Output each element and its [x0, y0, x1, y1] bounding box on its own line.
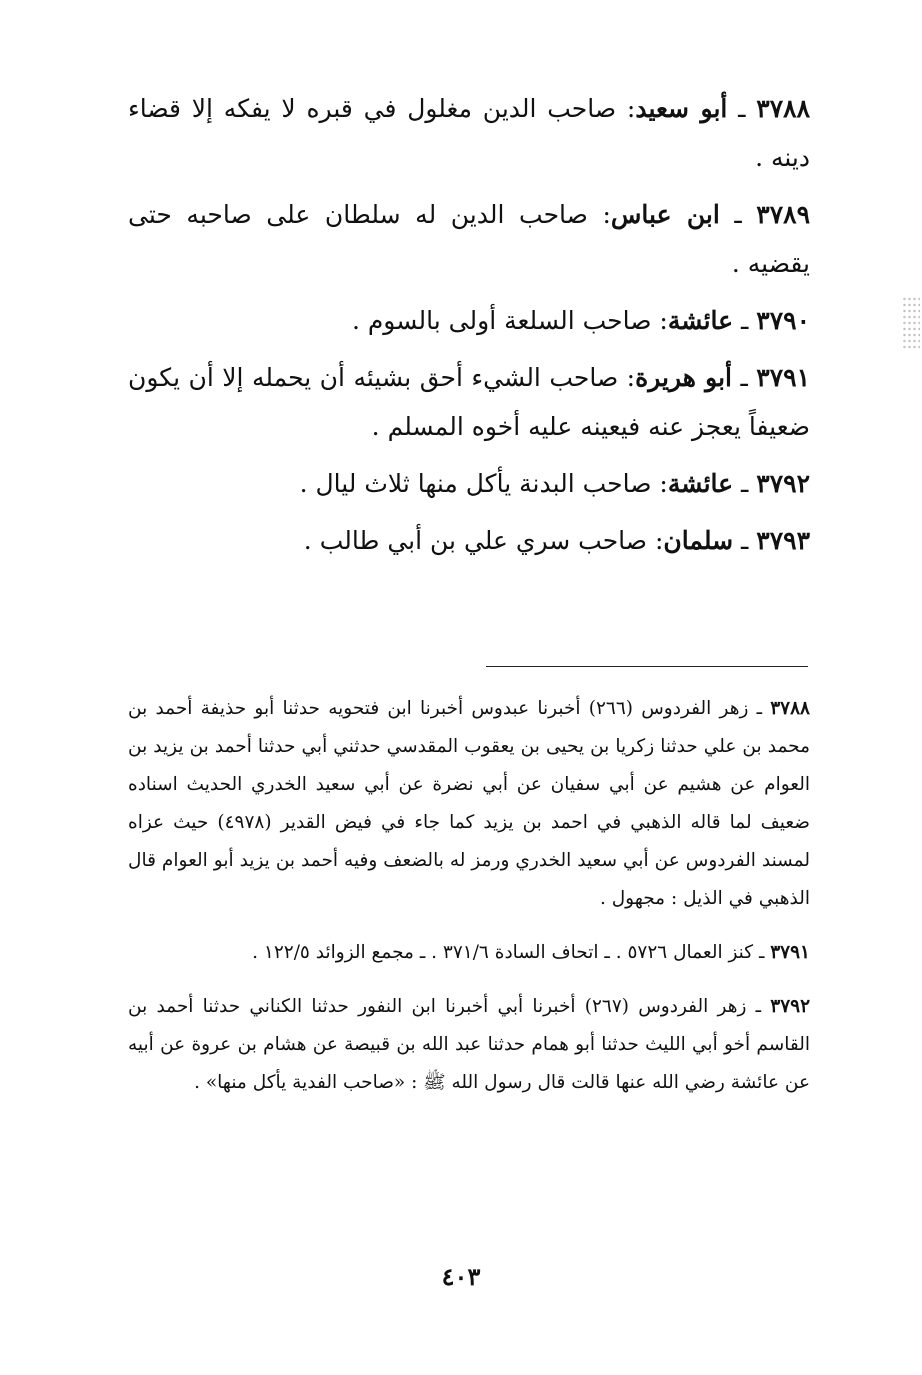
footnote-number: ٣٧٩١ [770, 942, 810, 963]
footnote-number: ٣٧٩٢ [770, 996, 811, 1017]
hadith-entries [128, 84, 810, 573]
hadith-entry-3791 [128, 353, 810, 451]
footnote-text: ـ زهر الفردوس (٢٦٧) أخبرنا أبي أخبرنا ابن النفور حدثنا الكناني حدثنا أحمد بن القاسم أخو أبي الليث حدثنا أبو همام حدثنا عبد الله بن قبيصة عن هشام بن عروة عن أبيه عن عائشة رضي الله عنها قالت قال رسول الله ﷺ : «صاحب الفدية يأكل منها» . [128, 996, 810, 1093]
hadith-entry-3793 [128, 516, 810, 565]
entry-dash: ـ [733, 306, 757, 335]
hadith-text: : صاحب سري علي بن أبي طالب . [303, 526, 664, 555]
footnote-3791 [128, 934, 810, 972]
narrator-name: عائشة [667, 469, 734, 498]
narrator-name: سلمان [663, 526, 734, 555]
entry-dash: ـ [719, 200, 757, 229]
hadith-number: ٣٧٩٣ [756, 526, 810, 555]
hadith-number: ٣٧٩٢ [756, 469, 810, 498]
hadith-entry-3789 [128, 190, 810, 288]
hadith-number: ٣٧٨٨ [756, 94, 810, 123]
narrator-name: ابن عباس [610, 200, 720, 229]
narrator-name: عائشة [667, 306, 734, 335]
page-number: ٤٠٣ [441, 1262, 481, 1291]
hadith-number: ٣٧٨٩ [756, 200, 810, 229]
hadith-number: ٣٧٩٠ [756, 306, 810, 335]
entry-dash: ـ [732, 363, 757, 392]
hadith-entry-3788 [128, 84, 810, 182]
footnote-3788 [128, 690, 810, 918]
footnote-separator [486, 666, 808, 667]
hadith-entry-3790 [128, 296, 810, 345]
hadith-text: : صاحب الدين مغلول في قبره لا يفكه إلا قضاء دينه . [128, 94, 810, 172]
hadith-entry-3792 [128, 459, 810, 508]
narrator-name: أبو هريرة [635, 363, 732, 392]
hadith-text: : صاحب السلعة أولى بالسوم . [351, 306, 668, 335]
scan-speckle [902, 296, 920, 350]
footnote-3792 [128, 988, 810, 1102]
narrator-name: أبو سعيد [635, 94, 728, 123]
entry-dash: ـ [727, 94, 757, 123]
hadith-text: : صاحب الشيء أحق بشيئه أن يحمله إلا أن يكون ضعيفاً يعجز عنه فيعينه عليه أخوه المسلم . [128, 363, 810, 441]
hadith-text: : صاحب البدنة يأكل منها ثلاث ليال . [299, 469, 668, 498]
hadith-text: : صاحب الدين له سلطان على صاحبه حتى يقضيه . [128, 200, 810, 278]
footnote-text: ـ كنز العمال ٥٧٢٦ . ـ اتحاف السادة ٣٧١/٦ . ـ مجمع الزوائد ١٢٢/٥ . [252, 942, 771, 963]
entry-dash: ـ [733, 469, 757, 498]
footnote-number: ٣٧٨٨ [770, 698, 810, 719]
footnotes [128, 690, 810, 1118]
footnote-text: ـ زهر الفردوس (٢٦٦) أخبرنا عبدوس أخبرنا ابن فتحويه حدثنا أبو حذيفة أحمد بن محمد بن علي حدثنا زكريا بن يحيى بن يعقوب المقدسي حدثني أبي حدثنا أحمد بن يزيد بن العوام عن هشيم عن أبي سفيان عن أبي نضرة عن أبي سعيد الخدري الحديث اسناده ضعيف لما قاله الذهبي في احمد بن يزيد كما جاء في فيض القدير (٤٩٧٨) حيث عزاه لمسند الفردوس عن أبي سعيد الخدري ورمز له بالضعف وفيه أحمد بن يزيد أبو العوام قال الذهبي في الذيل : مجهول . [128, 698, 810, 909]
entry-dash: ـ [733, 526, 757, 555]
hadith-number: ٣٧٩١ [756, 363, 810, 392]
